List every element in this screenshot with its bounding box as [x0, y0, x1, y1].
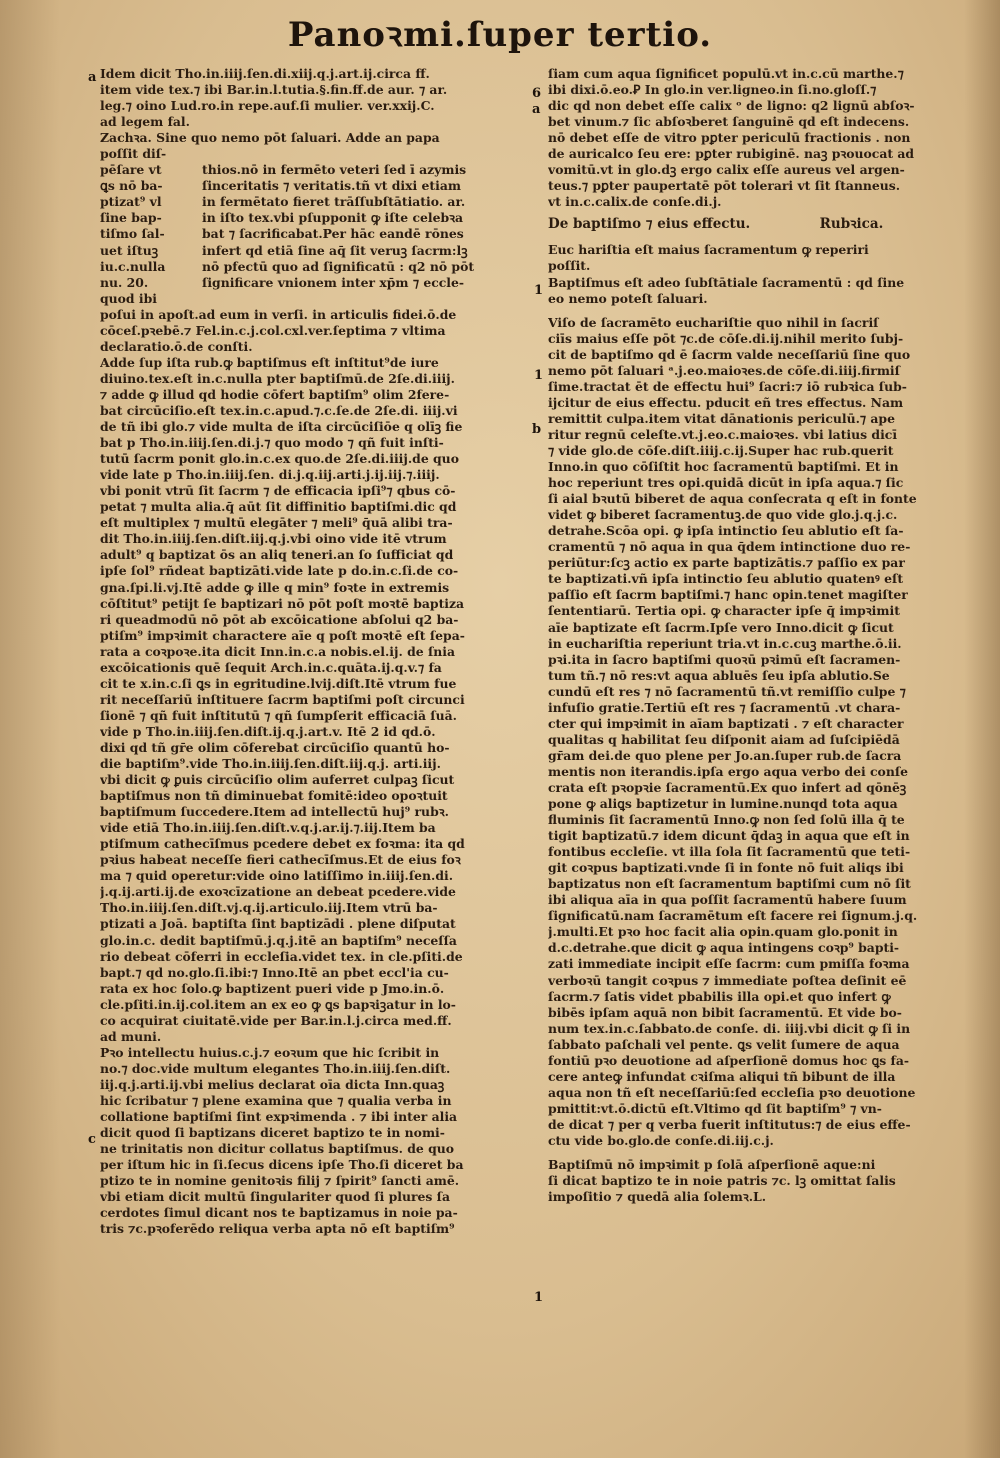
right-bottom-line: bibēs ipſam aquā non bibit ſacramentū. Et vide bo- [548, 1004, 902, 1020]
right-bottom-line: ſententiarū. Tertia opi. ꝙ character ipſe q̄ impꝛimit [548, 603, 900, 619]
left-bottom-line: ma ⁊ quid operetur:vide oino latiſſimo in.iiij.ſen.di. [100, 868, 454, 884]
split-row-text: ſinceritatis ⁊ veritatis.tñ vt dixi etiam [202, 178, 461, 194]
margin-mark-b: b [532, 422, 542, 437]
left-bottom-line: Pꝛo intellectu huius.c.j.⁊ eoꝛum que hic ſcribit in [100, 1044, 440, 1060]
left-bottom-line: ri queadmodū nō pōt ab excōicatione abſolui q2 ba- [100, 611, 459, 627]
left-bottom-line: declaratio.ō.de conſti. [100, 338, 253, 354]
right-bottom-line: Inno.in quo cōſiſtit hoc ſacramentū baptiſmi. Et in [548, 459, 899, 475]
left-bottom-line: vbi dicit ꝙ ꝑuis circūciſio olim auferret culpaꝫ ſicut [100, 772, 455, 788]
left-bottom-line: petat ⁊ multa alia.q̄ aūt ſit diffinitio baptiſmi.dic qd [100, 499, 457, 515]
right-bottom-line: ibi aliqua aīa in qua poſſit ſacramentū habere ſuum [548, 892, 907, 908]
right-bottom-line: ijcitur de eius effectu. pducit eñ tres effectus. Nam [548, 394, 904, 410]
margin-mark-a-mid: a [532, 102, 541, 117]
rubric-label: Rubꝛica. [819, 216, 884, 233]
split-row-text: thios.nō in fermēto veteri ſed ī azymis [202, 162, 467, 178]
right-top-line: dic qd non debet eſſe calix ᵒ de ligno: q2 lignū abſoꝛ- [548, 98, 915, 114]
left-bottom-line: ipſe ſol⁹ rñdeat baptizāti.vide late p do.in.c.ſi.de co- [100, 563, 459, 579]
right-mid-line: Baptiſmus eſt adeo ſubſtātiale ſacramentū : qd ſine [548, 274, 905, 290]
left-column-split-text [100, 162, 530, 306]
right-bottom-line: ſime.tractat ēt de effectu hui⁹ ſacri:⁊ iō rubꝛica ſub- [548, 378, 907, 394]
split-row [100, 194, 530, 210]
right-bottom-line: te baptizati.vñ ipſa intinctio ſeu ablutio quatenꝰ eſt [548, 571, 904, 587]
left-bottom-line: baptiſmum ſuccedere.Item ad intellectū huj⁹ rubꝛ. [100, 804, 449, 820]
right-mid-line: poſſit. [548, 258, 591, 274]
left-bottom-line: ptizo te in nomine genitoꝛis filij ⁊ ſpirit⁹ ſancti amē. [100, 1173, 460, 1189]
split-row-gloss: tiſmo ſal- [100, 226, 165, 242]
split-row [100, 226, 530, 242]
right-column-summary-text [548, 242, 956, 306]
right-bottom-line: ctu vide bo.glo.de conſe.di.iij.c.j. [548, 1133, 774, 1148]
right-end-line: ſi dicat baptizo te in noie patris ⁊c. lꝫ omittat ſalis [548, 1173, 896, 1189]
left-bottom-line: vide late p Tho.in.iiij.ſen. di.j.q.iij.arti.j.ij.iij.⁊.iiij. [100, 467, 440, 483]
split-row-gloss: ꝗs nō ba- [100, 178, 163, 194]
left-bottom-line: rata a coꝛpoꝛe.ita dicit Inn.in.c.a nobis.el.ij. de ſnia [100, 643, 456, 659]
left-bottom-line: ptiſmum cathecīſmus pcedere debet ex foꝛma: ita qd [100, 836, 465, 852]
right-bottom-line: pone ꝙ aliꝗs baptizetur in lumine.nunqd tota aqua [548, 796, 898, 812]
split-row [100, 275, 530, 291]
left-bottom-line: per iſtum hic in ſi.ſecus dicens ipſe Tho.ſi diceret ba [100, 1157, 464, 1173]
left-bottom-line: cle.pſiti.in.ij.col.item an ex eo ꝙ ꝗs bapꝛiꝫatur in lo- [100, 996, 456, 1012]
left-bottom-line: dit Tho.in.iiij.ſen.diſt.iij.q.j.vbi oino vide itē vtrum [100, 531, 447, 547]
split-row-gloss: uet iſtuꝫ [100, 242, 159, 258]
right-bottom-line: periūtur:ſcꝫ actio ex parte baptizātis.⁊ paſſio ex par [548, 555, 905, 571]
right-bottom-line: zati immediate incipit eſſe ſacrm: cum pmiſſa foꝛma [548, 956, 910, 972]
page-edge-shadow [964, 0, 1000, 1458]
right-top-line: ſiam cum aqua ſignificet populū.vt in.c.cū marthe.⁊ [548, 66, 904, 81]
right-bottom-line: cit de baptiſmo qd ē ſacrm valde neceſſariū ſine quo [548, 346, 911, 362]
right-bottom-line: gr̄am dei.de quo plene per Jo.an.ſuper rub.de ſacra [548, 747, 902, 763]
left-bottom-line: ⁊ adde ꝙ illud qd hodie cōfert baptiſm⁹ olim 2fere- [100, 386, 450, 402]
left-top-line: Zachꝛa. Sine quo nemo pōt ſaluari. Adde an papa [100, 130, 440, 146]
left-bottom-line: ptizati a Joā. baptiſta ſint baptizādi . plene diſputat [100, 916, 456, 932]
left-bottom-line: co acquirat ciuitatē.vide per Bar.in.l.j.circa med.ff. [100, 1012, 452, 1028]
right-bottom-line: remittit culpa.item vitat dānationis periculū.⁊ ape [548, 410, 895, 426]
right-bottom-line: de dicat ⁊ per q verba fuerit inſtitutus:⁊ de eius effe- [548, 1116, 911, 1132]
margin-mark-1-second: 1 [534, 368, 544, 383]
left-bottom-line: ptiſm⁹ impꝛimit charactere aīe q poſt moꝛtē eſt ſepa- [100, 627, 465, 643]
right-bottom-line: crata eſt pꝛopꝛie ſacramentū.Ex quo infert ad qōnēꝫ [548, 779, 907, 795]
left-bottom-line: iij.q.j.arti.ij.vbi melius declarat oīa dicta Inn.quaꝫ [100, 1076, 445, 1092]
rubric-heading [548, 216, 956, 234]
left-bottom-line: adult⁹ q baptizat ōs an aliq teneri.an ſo ſufficiat qd [100, 547, 454, 563]
right-bottom-line: tigit baptizatū.⁊ idem dicunt q̄daꝫ in aqua que eſt in [548, 828, 910, 844]
right-bottom-line: cter qui impꝛimit in aīam baptizati . ⁊ eſt character [548, 715, 904, 731]
right-mid-line: eo nemo poteſt ſaluari. [548, 290, 708, 306]
left-bottom-line: no.⁊ doc.vide multum elegantes Tho.in.iiij.ſen.diſt. [100, 1060, 451, 1076]
left-column-top-text [100, 66, 530, 162]
left-bottom-line: vide etiā Tho.in.iiij.ſen.diſt.v.q.j.ar.ij.⁊.iij.Item ba [100, 820, 436, 836]
left-bottom-line: ad muni. [100, 1028, 162, 1044]
left-bottom-line: cerdotes ſimul dicant nos te baptizamus in noie pa- [100, 1205, 458, 1221]
left-bottom-line: eſt multiplex ⁊ multū elegāter ⁊ meli⁹ q̄uā alibi tra- [100, 515, 453, 531]
left-bottom-line: die baptiſm⁹.vide Tho.in.iiij.ſen.diſt.iij.q.j. arti.iij. [100, 756, 441, 772]
right-bottom-line: ciīs maius eſſe pōt ⁊c.de cōſe.di.ij.nihil merito ſubj- [548, 330, 904, 346]
right-bottom-line: cundū eſt res ⁊ nō ſacramentū tñ.vt remiſſio culpe ⁊ [548, 683, 906, 699]
right-top-line: ibi dixi.ō.eo.Ꝑ In glo.in ver.ligneo.in ſi.no.gloſſ.⁊ [548, 82, 877, 98]
right-column-main-text [548, 315, 956, 1149]
split-row-gloss: ptizat⁹ vl [100, 194, 162, 210]
left-bottom-line: glo.in.c. dedit baptiſmū.j.q.j.itē an baptiſm⁹ neceſſa [100, 932, 457, 948]
right-bottom-line: baptizatus non eſt ſacramentum baptiſmi cum nō ſit [548, 876, 911, 892]
left-bottom-line: ne trinitatis non dicitur collatus baptiſmus. de quo [100, 1141, 455, 1157]
left-bottom-line: pꝛius habeat neceſſe fieri cathecīſmus.Et de eius foꝛ [100, 852, 461, 868]
right-bottom-line: paſſio eſt ſacrm baptiſmi.⁊ hanc opin.tenet magiſter [548, 587, 908, 603]
left-bottom-line: dicit quod ſi baptizans diceret baptizo te in nomi- [100, 1125, 445, 1141]
right-bottom-line: ſabbato paſchali vel pente. ꝗs velit ſumere de aqua [548, 1036, 900, 1052]
right-bottom-line: ſignificatū.nam ſacramētum eſt facere rei ſignum.j.q. [548, 908, 918, 924]
split-row-text: in iſto tex.vbi pſupponit ꝙ iſte celebꝛa [202, 210, 464, 226]
right-bottom-line: verboꝛū tangit coꝛpus ⁊ immediate poſtea deſinit eē [548, 972, 907, 988]
split-row-gloss: quod ibi [100, 290, 157, 306]
margin-mark-c: c [88, 1132, 96, 1147]
right-bottom-line: ritur regnū celeſte.vt.j.eo.c.maioꝛes. vbi latius dicī [548, 426, 898, 442]
left-bottom-line: hic ſcribatur ⁊ plene examina que ⁊ qualia verba in [100, 1093, 452, 1108]
right-bottom-line: fontiū pꝛo deuotione ad aſperſionē domus hoc ꝗs fa- [548, 1052, 910, 1068]
split-row-text: bat ⁊ ſacrificabat.Per hāc eandē rōnes [202, 226, 464, 242]
left-top-line: leg.⁊ oino Lud.ro.in repe.auf.ſi mulier. ver.xxij.C. [100, 98, 435, 114]
right-bottom-line: hoc reperiunt tres opi.quidā dicūt in ipſa aqua.⁊ ſic [548, 475, 904, 491]
left-bottom-line: cit te x.in.c.ſi ꝗs in egritudine.lvij.diſt.Itē vtrum fue [100, 675, 457, 691]
right-bottom-line: fluminis ſit ſacramentū Inno.ꝙ non ſed ſolū illa q̄ te [548, 812, 905, 828]
left-bottom-line: tris ⁊c.pꝛoferēdo reliqua verba apta nō eſt baptiſm⁹ [100, 1221, 455, 1237]
right-bottom-line: d.c.detrahe.que dicit ꝙ aqua intingens coꝛp⁹ bapti- [548, 940, 900, 956]
right-mid-line: Euc hariſtia eſt maius ſacramentum ꝙ reperiri [548, 242, 869, 258]
split-row-text [190, 291, 530, 307]
left-bottom-line: baptiſmus non tñ diminuebat fomitē:ideo opoꝛtuit [100, 788, 448, 804]
left-column-main-text [100, 307, 530, 1238]
right-bottom-line: pꝛi.ita in ſacro baptiſmi quoꝛū pꝛimū eſt ſacramen- [548, 651, 901, 667]
split-row-gloss: nu. 20. [100, 274, 149, 290]
right-bottom-line: aqua non tñ eſt neceſſariū:ſed eccleſia pꝛo deuotione [548, 1084, 916, 1100]
left-top-line: ad legem fal. [100, 114, 190, 130]
right-bottom-line: mentis non iterandis.ipſa ergo aqua verbo dei conſe [548, 763, 909, 779]
rubric-title: De baptiſmo ⁊ eius effectu. [548, 216, 751, 233]
right-top-line: de auricalco ſeu ere: pꝑter rubiginē. naꝫ pꝛouocat ad [548, 146, 915, 162]
right-top-line: vomitū.vt in glo.dꝫ ergo calix eſſe aureus vel argen- [548, 162, 905, 178]
left-bottom-line: Adde ſup iſta rub.ꝙ baptiſmus eſt inſtitut⁹de iure [100, 354, 439, 370]
right-end-line: Baptiſmū nō impꝛimit p ſolā aſperſionē aque:ni [548, 1157, 876, 1173]
left-bottom-line: rit neceſſariū inſtituere ſacrm baptiſmi poſt circunci [100, 691, 465, 707]
right-bottom-line: Viſo de ſacramēto euchariſtie quo nihil in ſacriſ [548, 314, 879, 330]
split-row-text: infert qd etiā ſine aq̄ ſit veruꝫ ſacrm:lꝫ [202, 242, 468, 258]
right-bottom-line: tum tñ.⁊ nō res:vt aqua abluēs ſeu ipſa ablutio.Se [548, 667, 890, 683]
left-top-line: Idem dicit Tho.in.iiij.ſen.di.xiij.q.j.art.ij.circa ff. [100, 66, 430, 81]
right-bottom-line: ſacrm.⁊ ſatis videt pbabilis illa opi.et quo infert ꝙ [548, 988, 891, 1004]
right-bottom-line: j.multi.Et pꝛo hoc facit alia opin.quam glo.ponit in [548, 924, 898, 940]
margin-mark-1-first: 1 [534, 283, 544, 298]
right-top-line: vt in.c.calix.de conſe.di.j. [548, 194, 722, 210]
left-bottom-line: vide p Tho.in.iiij.ſen.diſt.ij.q.j.art.v. Itē 2 id qd.ō. [100, 723, 436, 739]
split-row-text: ſignificare vnionem inter xp̄m ⁊ eccle- [202, 274, 465, 290]
left-bottom-line: bat p Tho.in.iiij.ſen.di.j.⁊ quo modo ⁊ qñ fuit inſti- [100, 435, 444, 451]
right-top-line: bet vinum.⁊ ſic abſoꝛberet ſanguinē qd eſt indecens. [548, 114, 910, 130]
split-row-text: in fermētato fieret trāſſubſtātiatio. ar. [202, 194, 466, 210]
margin-mark-1-third: 1 [534, 1290, 544, 1305]
left-bottom-line: vbi ponit vtrū ſit ſacrm ⁊ de efficacia ipſi⁹⁊ qbus cō- [100, 483, 456, 499]
left-bottom-line: gna.ſpi.li.vj.Itē adde ꝙ ille q min⁹ foꝛte in extremis [100, 579, 450, 595]
split-row [100, 291, 530, 307]
left-bottom-line: de tñ ibi glo.⁊ vide multa de iſta circūciſiōe q olīꝫ fie [100, 419, 463, 435]
split-row [100, 243, 530, 259]
right-column-top-text [548, 66, 956, 210]
right-top-line: teus.⁊ pꝑter paupertatē pōt tolerari vt ſit ſtanneus. [548, 178, 901, 194]
right-bottom-line: ⁊ vide glo.de cōſe.diſt.iiij.c.ij.Super hac rub.querit [548, 442, 894, 458]
page-title: Panoꝛmi.ſuper tertio. [287, 15, 713, 55]
left-top-line: poſſit diſ- [100, 146, 167, 162]
right-bottom-line: cramentū ⁊ nō aqua in qua q̄dem intinctione duo re- [548, 539, 911, 555]
split-row-text: nō pfectū quo ad ſignificatū : q2 nō pōt [202, 258, 475, 274]
left-bottom-line: bapt.⁊ qd no.glo.ſi.ibi:⁊ Inno.Itē an pbet eccl'ia cu- [100, 964, 449, 980]
right-bottom-line: pmittit:vt.ō.dictū eſt.Vltimo qd ſit baptiſm⁹ ⁊ vn- [548, 1100, 882, 1116]
left-bottom-line: j.q.ij.arti.ij.de exoꝛcīzatione an debeat pcedere.vide [100, 884, 456, 900]
right-bottom-line: videt ꝙ biberet ſacramentuꝫ.de quo vide glo.j.q.j.c. [548, 507, 898, 523]
left-bottom-line: Tho.in.iiij.ſen.diſt.vj.q.ij.articulo.iij.Item vtrū ba- [100, 900, 438, 916]
left-bottom-line: ſionē ⁊ qñ fuit inſtitutū ⁊ qñ ſumpſerit efficaciā ſuā. [100, 707, 457, 723]
right-bottom-line: qualitas q habilitat ſeu diſponit aiam ad ſuſcipiēdā [548, 731, 900, 747]
margin-mark-a: a [88, 70, 97, 85]
right-bottom-line: detrahe.Scōa opi. ꝙ ipſa intinctio ſeu ablutio eſt ſa- [548, 523, 904, 539]
left-bottom-line: cōſtitut⁹ petijt ſe baptizari nō pōt poſt moꝛtē baptiza [100, 595, 465, 611]
right-bottom-line: num tex.in.c.ſabbato.de conſe. di. iiij.vbi dicit ꝙ ſi in [548, 1020, 911, 1036]
right-top-line: nō debet eſſe de vitro pꝑter periculū fractionis . non [548, 130, 911, 146]
left-bottom-line: rata ex hoc ſolo.ꝙ baptizent pueri vide p Jmo.in.ō. [100, 980, 445, 996]
split-row [100, 162, 530, 178]
right-bottom-line: git coꝛpus baptizati.vnde ſi in fonte nō fuit aliqs ibi [548, 860, 904, 876]
right-bottom-line: fontibus eccleſie. vt illa ſola ſit ſacramentū que teti- [548, 844, 911, 860]
right-bottom-line: infuſio gratie.Tertiū eſt res ⁊ ſacramentū .vt chara- [548, 699, 901, 715]
left-bottom-line: collatione baptiſmi ſint expꝛimenda . ⁊ ibi inter alia [100, 1109, 458, 1125]
page-gutter-shadow [0, 0, 60, 1458]
split-row [100, 178, 530, 194]
left-bottom-line: tutū ſacrm ponit glo.in.c.ex quo.de 2ſe.di.iiij.de quo [100, 451, 459, 467]
right-column [548, 66, 956, 1205]
right-bottom-line: in euchariſtia reperiunt tria.vt in.c.cuꝫ marthe.ō.ii. [548, 635, 902, 651]
left-bottom-line: cōceſ.pꝛebē.⁊ Fel.in.c.j.col.cxl.ver.ſeptima ⁊ vltima [100, 322, 446, 338]
margin-mark-6: 6 [532, 86, 542, 101]
split-row-gloss: iu.c.nulla [100, 258, 166, 274]
left-bottom-line: poſui in apoſt.ad eum in verſi. in articulis fidei.ō.de [100, 306, 457, 322]
left-bottom-line: diuino.tex.eſt in.c.nulla pter baptiſmū.de 2ſe.di.iiij. [100, 370, 455, 386]
right-column-end-text [548, 1157, 956, 1205]
right-bottom-line: nemo pōt ſaluari ᵃ.j.eo.maioꝛes.de cōſe.di.iiij.firmiſ [548, 362, 900, 378]
split-row-gloss: pēſare vt [100, 162, 162, 178]
left-bottom-line: bat circūciſio.eſt tex.in.c.apud.⁊.c.ſe.de 2ſe.di. iiij.vi [100, 402, 458, 418]
left-column [100, 66, 530, 1237]
split-row-gloss: ſine bap- [100, 210, 162, 226]
left-bottom-line: dixi qd tñ gr̄e olim cōferebat circūciſio quantū ho- [100, 739, 450, 755]
left-top-line: item vide tex.⁊ ibi Bar.in.l.tutia.§.fin.ff.de aur. ⁊ ar. [100, 82, 448, 98]
left-bottom-line: excōicationis quē ſequit Arch.in.c.quāta.ij.q.v.⁊ fa [100, 659, 442, 675]
right-bottom-line: cere anteꝙ infundat cꝛiſma aliqui tñ bibunt de illa [548, 1068, 896, 1084]
split-row [100, 210, 530, 226]
left-bottom-line: vbi etiam dicit multū ſingulariter quod ſi plures ſa [100, 1189, 451, 1205]
right-bottom-line: ſi aial bꝛutū biberet de aqua conſecrata q eſt in fonte [548, 491, 917, 507]
right-bottom-line: aīe baptizate eſt ſacrm.Ipſe vero Inno.dicit ꝙ ſicut [548, 619, 894, 635]
left-bottom-line: rio debeat cōferri in eccleſia.videt tex. in cle.pſiti.de [100, 948, 463, 964]
split-row [100, 259, 530, 275]
right-end-line: impoſitio ⁊ quedā alia ſolemꝛ.L. [548, 1189, 767, 1205]
